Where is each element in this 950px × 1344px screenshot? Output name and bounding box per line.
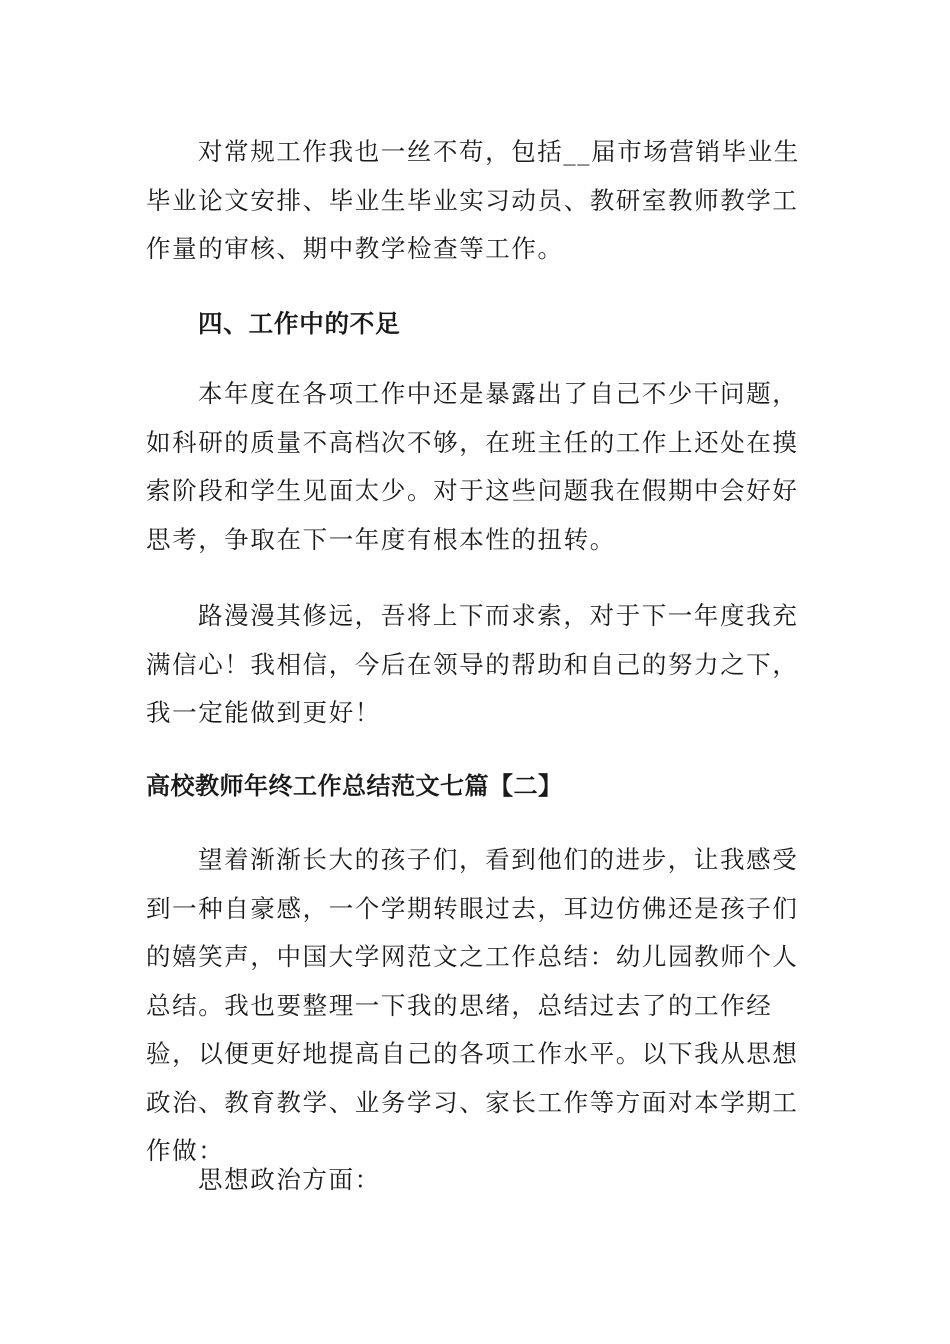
heading-shortcomings: 四、工作中的不足 [198,309,401,338]
paragraph-routine-work: 对常规工作我也一丝不苟，包括__届市场营销毕业生毕业论文安排、毕业生毕业实习动员、教研室教师教学工作量的审核、期中教学检查等工作。 [146,137,800,263]
paragraph-shortcomings: 本年度在各项工作中还是暴露出了自己不少干问题，如科研的质量不高档次不够，在班主任的工作上还处在摸索阶段和学生见面太少。对于这些问题我在假期中会好好思考，争取在下一年度有根本性的扭转。 [146,379,799,554]
paragraph-political-thought: 思想政治方面： [198,1165,381,1194]
section-title: 高校教师年终工作总结范文七篇【二】 [146,772,563,800]
paragraph-outlook: 路漫漫其修远，吾将上下而求索，对于下一年度我充满信心！我相信，今后在领导的帮助和自己的努力之下，我一定能做到更好！ [146,601,799,727]
paragraph-kindergarten-summary: 望着渐渐长大的孩子们，看到他们的进步，让我感受到一种自豪感，一个学期转眼过去，耳边仿佛还是孩子们的嬉笑声，中国大学网范文之工作总结：幼儿园教师个人总结。我也要整理一下我的思绪，总结过去了的工作经验，以便更好地提高自己的各项工作水平。以下我从思想政治、教育教学、业务学习、家长工作等方面对本学期工作做： [146,845,799,1165]
